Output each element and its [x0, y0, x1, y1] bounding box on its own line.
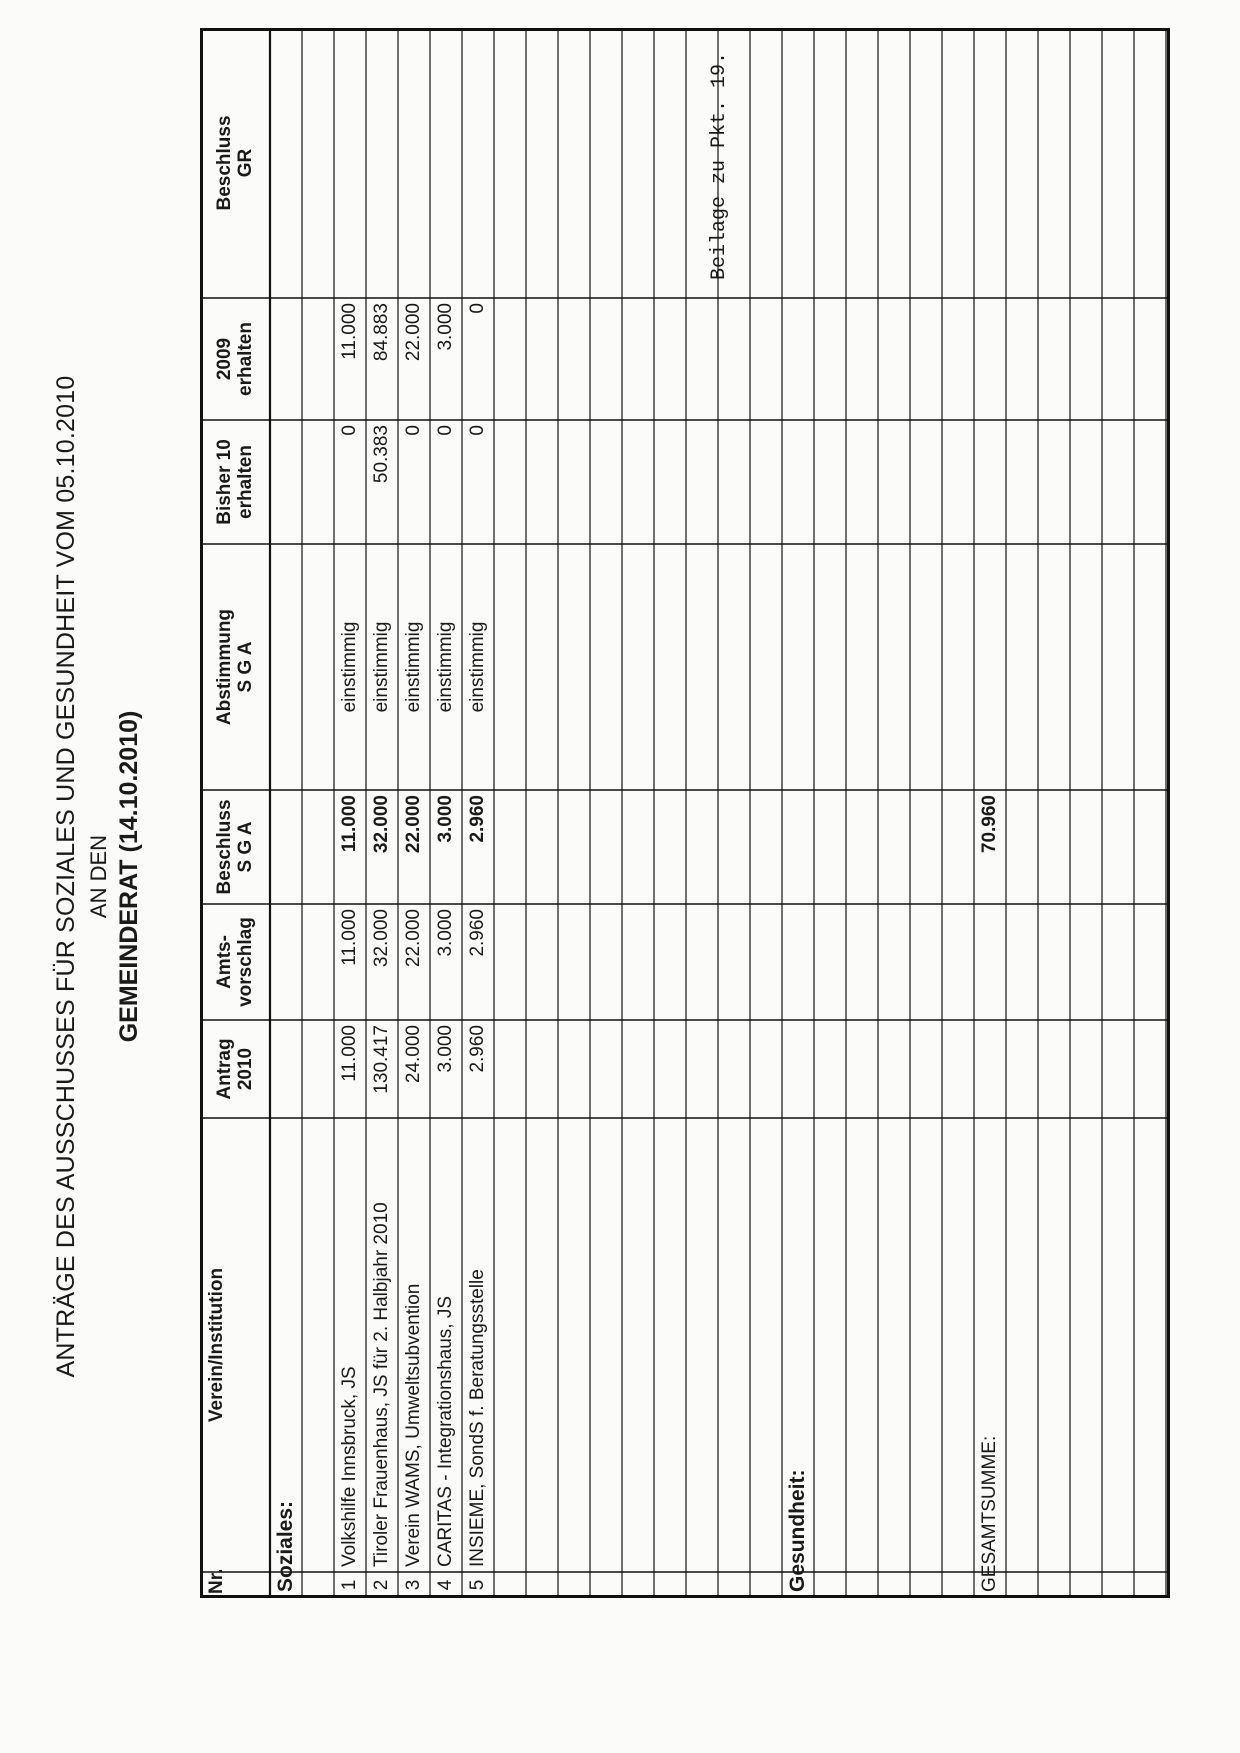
row-2009-erhalten: 3.000	[435, 303, 456, 351]
column-header-line1: Beschluss	[214, 115, 235, 211]
row-nr: 1	[339, 1579, 360, 1591]
row-institution: INSIEME, SondS f. Beratungsstelle	[467, 1269, 488, 1567]
row-antrag: 11.000	[339, 1025, 360, 1082]
row-beschluss-gr	[334, 33, 366, 293]
row-beschluss-sga: 22.000	[403, 795, 424, 854]
row-nr: 5	[467, 1579, 488, 1591]
row-2009-erhalten: 22.000	[403, 303, 424, 362]
column-header	[200, 1024, 270, 1114]
row-beschluss-sga: 3.000	[435, 795, 456, 843]
column-header	[200, 32, 270, 294]
document-title: ANTRÄGE DES AUSSCHUSSES FÜR SOZIALES UND GESUNDHEIT VOM 05.10.2010	[52, 375, 80, 1378]
row-2009-erhalten: 0	[467, 303, 488, 314]
row-bisher-erhalten: 0	[339, 425, 360, 436]
column-header-line1: Beschluss	[214, 799, 235, 895]
column-header	[200, 548, 270, 786]
column-header-line1: Nr.	[206, 1568, 227, 1594]
section-soziales: Soziales:	[274, 1500, 297, 1592]
row-beschluss-sga: 32.000	[371, 795, 392, 854]
row-nr: 4	[435, 1579, 456, 1591]
row-antrag: 130.417	[371, 1025, 392, 1094]
row-amtsvorschlag: 11.000	[339, 909, 360, 966]
row-abstimmung: einstimmig	[467, 621, 488, 713]
row-institution: Verein WAMS, Umweltsubvention	[403, 1283, 424, 1567]
column-header-line1: Verein/Institution	[206, 1267, 227, 1423]
row-institution: Tiroler Frauenhaus, JS für 2. Halbjahr 2010	[371, 1202, 392, 1567]
attachment-stamp: Beilage zu Pkt. 19.	[708, 51, 731, 280]
row-2009-erhalten: 84.883	[371, 303, 392, 362]
row-beschluss-gr	[462, 33, 494, 293]
row-beschluss-gr	[366, 33, 398, 293]
column-header-line1: Bisher 10	[214, 439, 235, 525]
column-header-line2: GR	[235, 148, 256, 178]
row-abstimmung: einstimmig	[403, 621, 424, 713]
row-beschluss-sga: 11.000	[339, 795, 360, 853]
column-header-line2: S G A	[235, 821, 256, 873]
row-abstimmung: einstimmig	[371, 621, 392, 713]
row-beschluss-gr	[398, 33, 430, 293]
section-gesundheit: Gesundheit:	[786, 1469, 809, 1592]
row-beschluss-sga: 2.960	[467, 795, 488, 843]
total-beschluss: 70.960	[979, 795, 1000, 854]
column-header-line2: erhalten	[235, 322, 256, 396]
column-header	[200, 1122, 270, 1568]
row-institution: CARITAS - Integrationshaus, JS	[435, 1295, 456, 1567]
column-header	[200, 1568, 270, 1594]
row-2009-erhalten: 11.000	[339, 303, 360, 360]
column-header-line1: Antrag	[214, 1038, 235, 1100]
council-heading: GEMEINDERAT (14.10.2010)	[115, 710, 143, 1043]
row-amtsvorschlag: 3.000	[435, 909, 456, 957]
row-beschluss-gr	[430, 33, 462, 293]
row-bisher-erhalten: 50.383	[371, 425, 392, 484]
row-antrag: 2.960	[467, 1025, 488, 1073]
column-header-line2: 2010	[235, 1047, 256, 1091]
column-header-line2: vorschlag	[235, 917, 256, 1007]
column-header-line2: S G A	[235, 641, 256, 693]
column-header	[200, 908, 270, 1016]
row-bisher-erhalten: 0	[403, 425, 424, 436]
row-bisher-erhalten: 0	[467, 425, 488, 436]
row-abstimmung: einstimmig	[435, 621, 456, 713]
row-antrag: 24.000	[403, 1025, 424, 1084]
row-amtsvorschlag: 32.000	[371, 909, 392, 968]
column-header	[200, 794, 270, 900]
document-subtitle: AN DEN	[86, 834, 111, 919]
row-bisher-erhalten: 0	[435, 425, 456, 436]
row-nr: 3	[403, 1579, 424, 1591]
column-header	[200, 424, 270, 540]
total-label: GESAMTSUMME:	[979, 1435, 1000, 1592]
row-antrag: 3.000	[435, 1025, 456, 1073]
column-header-line1: Amts-	[214, 935, 235, 989]
column-header-line2: erhalten	[235, 445, 256, 519]
row-abstimmung: einstimmig	[339, 621, 360, 713]
column-header-line1: Abstimmung	[214, 608, 235, 726]
row-institution: Volkshilfe Innsbruck, JS	[339, 1366, 360, 1567]
row-amtsvorschlag: 22.000	[403, 909, 424, 968]
row-amtsvorschlag: 2.960	[467, 909, 488, 957]
column-header	[200, 302, 270, 416]
row-nr: 2	[371, 1579, 392, 1591]
column-header-line1: 2009	[214, 337, 235, 381]
